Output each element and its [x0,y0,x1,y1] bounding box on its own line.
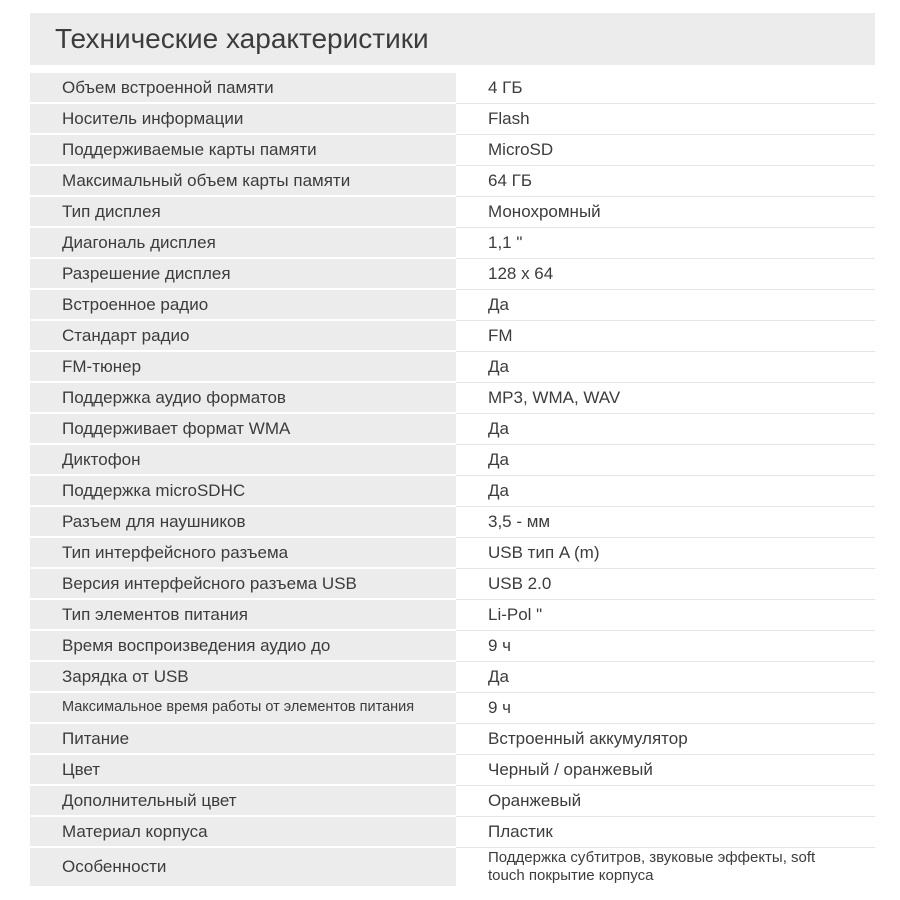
spec-row [30,786,875,817]
spec-label: Максимальный объем карты памяти [30,166,456,197]
spec-value: 1,1 " [456,228,875,259]
spec-label: Версия интерфейсного разъема USB [30,569,456,600]
specs-table [30,73,875,886]
spec-label: Встроенное радио [30,290,456,321]
spec-value: 128 x 64 [456,259,875,290]
spec-value: MP3, WMA, WAV [456,383,875,414]
spec-row [30,569,875,600]
spec-label: Поддерживает формат WMA [30,414,456,445]
spec-value: Да [456,352,875,383]
spec-label: Поддержка microSDHC [30,476,456,507]
spec-value: Li-Pol " [456,600,875,631]
spec-row [30,693,875,724]
spec-value: FM [456,321,875,352]
spec-value: Оранжевый [456,786,875,817]
spec-value: 4 ГБ [456,73,875,104]
spec-label: Тип элементов питания [30,600,456,631]
spec-value: MicroSD [456,135,875,166]
spec-row [30,631,875,662]
spec-label: Стандарт радио [30,321,456,352]
spec-row [30,848,875,886]
spec-label: Тип дисплея [30,197,456,228]
spec-value: Да [456,445,875,476]
spec-label: Носитель информации [30,104,456,135]
spec-value: 9 ч [456,693,875,724]
spec-row [30,507,875,538]
spec-row [30,662,875,693]
spec-label: Максимальное время работы от элементов питания [30,693,456,724]
spec-label: Диагональ дисплея [30,228,456,259]
spec-row [30,538,875,569]
spec-value: Да [456,476,875,507]
spec-value: 9 ч [456,631,875,662]
spec-value: Да [456,662,875,693]
spec-label: Особенности [30,848,456,886]
spec-label: Дополнительный цвет [30,786,456,817]
spec-row [30,135,875,166]
spec-row [30,817,875,848]
spec-row [30,383,875,414]
spec-label: Время воспроизведения аудио до [30,631,456,662]
spec-label: Цвет [30,755,456,786]
spec-row [30,166,875,197]
spec-row [30,755,875,786]
spec-value: USB 2.0 [456,569,875,600]
spec-value: Да [456,414,875,445]
spec-value: Да [456,290,875,321]
spec-row [30,104,875,135]
spec-row [30,445,875,476]
spec-value: 64 ГБ [456,166,875,197]
page-title: Технические характеристики [55,23,429,54]
spec-row [30,414,875,445]
spec-row [30,259,875,290]
spec-row [30,724,875,755]
spec-label: Поддержка аудио форматов [30,383,456,414]
spec-value: Пластик [456,817,875,848]
spec-label: FM-тюнер [30,352,456,383]
spec-row [30,290,875,321]
spec-value: Монохромный [456,197,875,228]
spec-label: Диктофон [30,445,456,476]
spec-label: Материал корпуса [30,817,456,848]
spec-label: Зарядка от USB [30,662,456,693]
spec-label: Питание [30,724,456,755]
spec-value: USB тип A (m) [456,538,875,569]
spec-value: Flash [456,104,875,135]
spec-row [30,476,875,507]
spec-label: Тип интерфейсного разъема [30,538,456,569]
spec-value: Встроенный аккумулятор [456,724,875,755]
spec-row [30,73,875,104]
spec-label: Объем встроенной памяти [30,73,456,104]
section-header [30,13,875,65]
spec-row [30,600,875,631]
spec-value: Поддержка субтитров, звуковые эффекты, soft touch покрытие корпуса [488,849,816,884]
spec-label: Разрешение дисплея [30,259,456,290]
spec-label: Поддерживаемые карты памяти [30,135,456,166]
spec-row [30,321,875,352]
spec-value: 3,5 - мм [456,507,875,538]
spec-value: Черный / оранжевый [456,755,875,786]
spec-row [30,197,875,228]
spec-label: Разъем для наушников [30,507,456,538]
spec-row [30,228,875,259]
spec-row [30,352,875,383]
